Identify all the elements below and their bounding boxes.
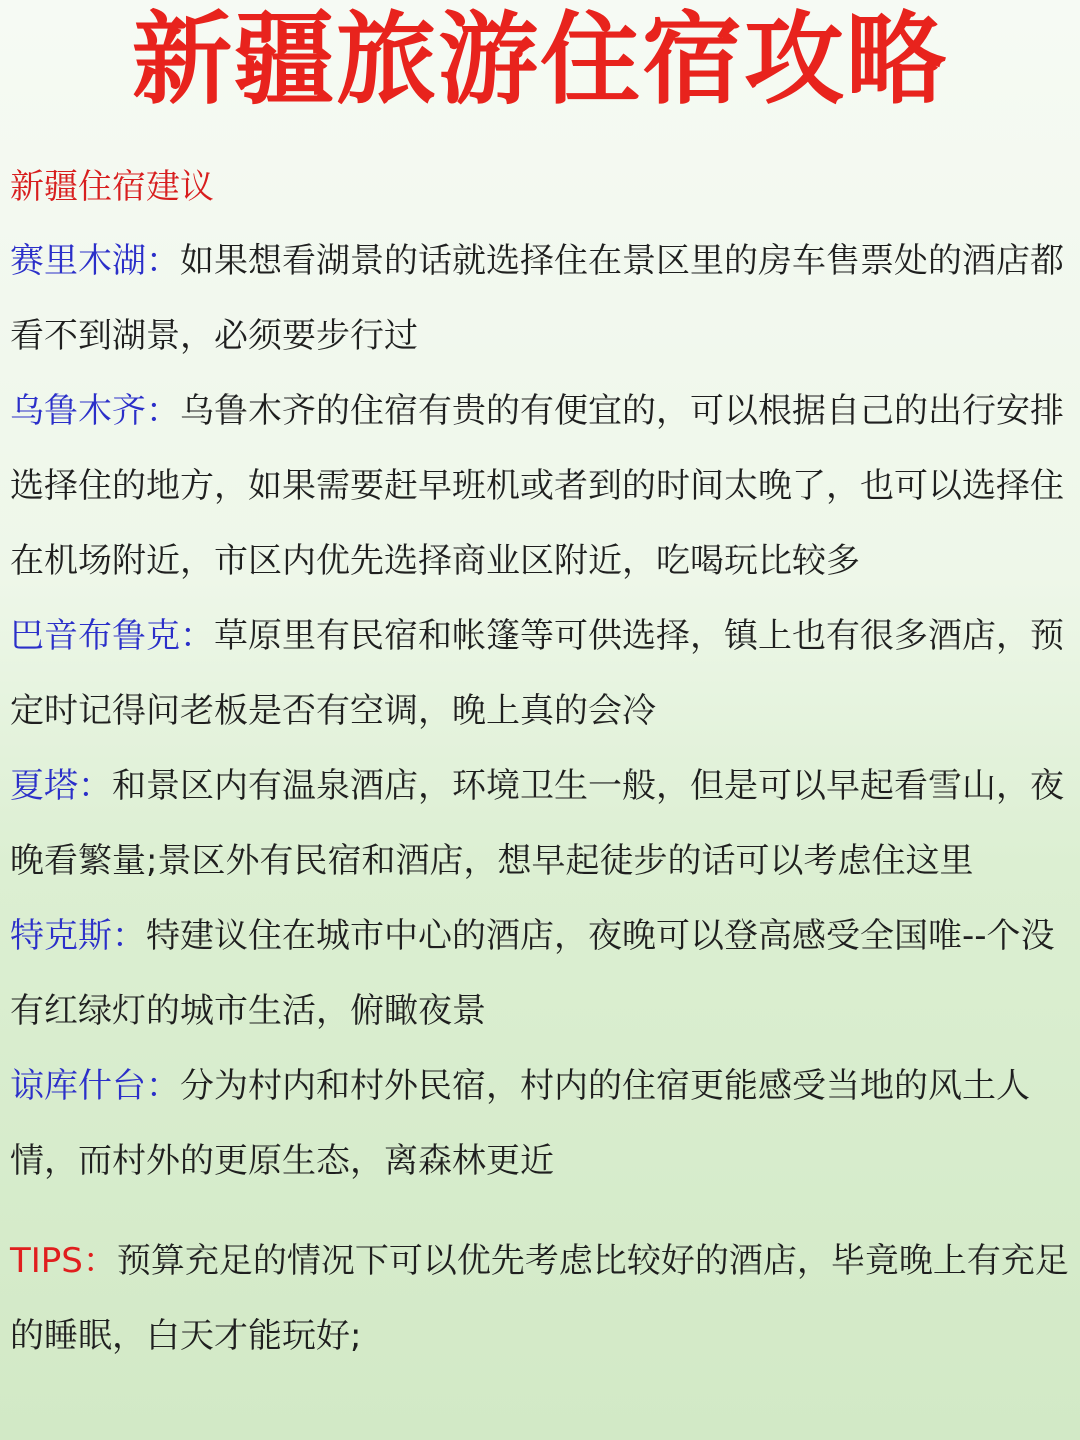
item-text: 和景区内有温泉酒店，环境卫生一般，但是可以早起看雪山，夜晚看繁量;景区外有民宿和酒店，想早起徒步的话可以考虑住这里 (10, 766, 1064, 881)
list-item-kukushitai (10, 1049, 1070, 1199)
item-label: 夏塔： (10, 766, 112, 806)
item-label: 乌鲁木齐： (10, 391, 180, 431)
item-label: 谅库什台： (10, 1066, 180, 1106)
list-item-urumqi (10, 374, 1070, 599)
section-subtitle: 新疆住宿建议 (10, 167, 214, 207)
item-label: 特克斯： (10, 916, 146, 956)
item-text: 乌鲁木齐的住宿有贵的有便宜的，可以根据自己的出行安排选择住的地方，如果需要赶早班机或者到的时间太晚了，也可以选择住在机场附近，市区内优先选择商业区附近，吃喝玩比较多 (10, 391, 1064, 581)
tips-item (10, 1224, 1070, 1374)
list-item-sailimu (10, 224, 1070, 374)
list-item-xiata (10, 749, 1070, 899)
list-item-bayinbuluke (10, 599, 1070, 749)
tips-text: 预算充足的情况下可以优先考虑比较好的酒店，毕竟晚上有充足的睡眠，白天才能玩好; (10, 1241, 1069, 1356)
item-text: 分为村内和村外民宿，村内的住宿更能感受当地的风土人情，而村外的更原生态，离森林更近 (10, 1066, 1030, 1181)
item-text: 特建议住在城市中心的酒店，夜晚可以登高感受全国唯--个没有红绿灯的城市生活，俯瞰夜景 (10, 916, 1055, 1031)
item-text: 草原里有民宿和帐篷等可供选择，镇上也有很多酒店，预定时记得问老板是否有空调，晚上真的会冷 (10, 616, 1064, 731)
list-item-tekesi (10, 899, 1070, 1049)
tips-label: TIPS： (10, 1241, 117, 1281)
page-title: 新疆旅游住宿攻略 (132, 1, 948, 118)
item-text: 如果想看湖景的话就选择住在景区里的房车售票处的酒店都看不到湖景，必须要步行过 (10, 241, 1064, 356)
item-label: 巴音布鲁克： (10, 616, 214, 656)
item-label: 赛里木湖： (10, 241, 180, 281)
